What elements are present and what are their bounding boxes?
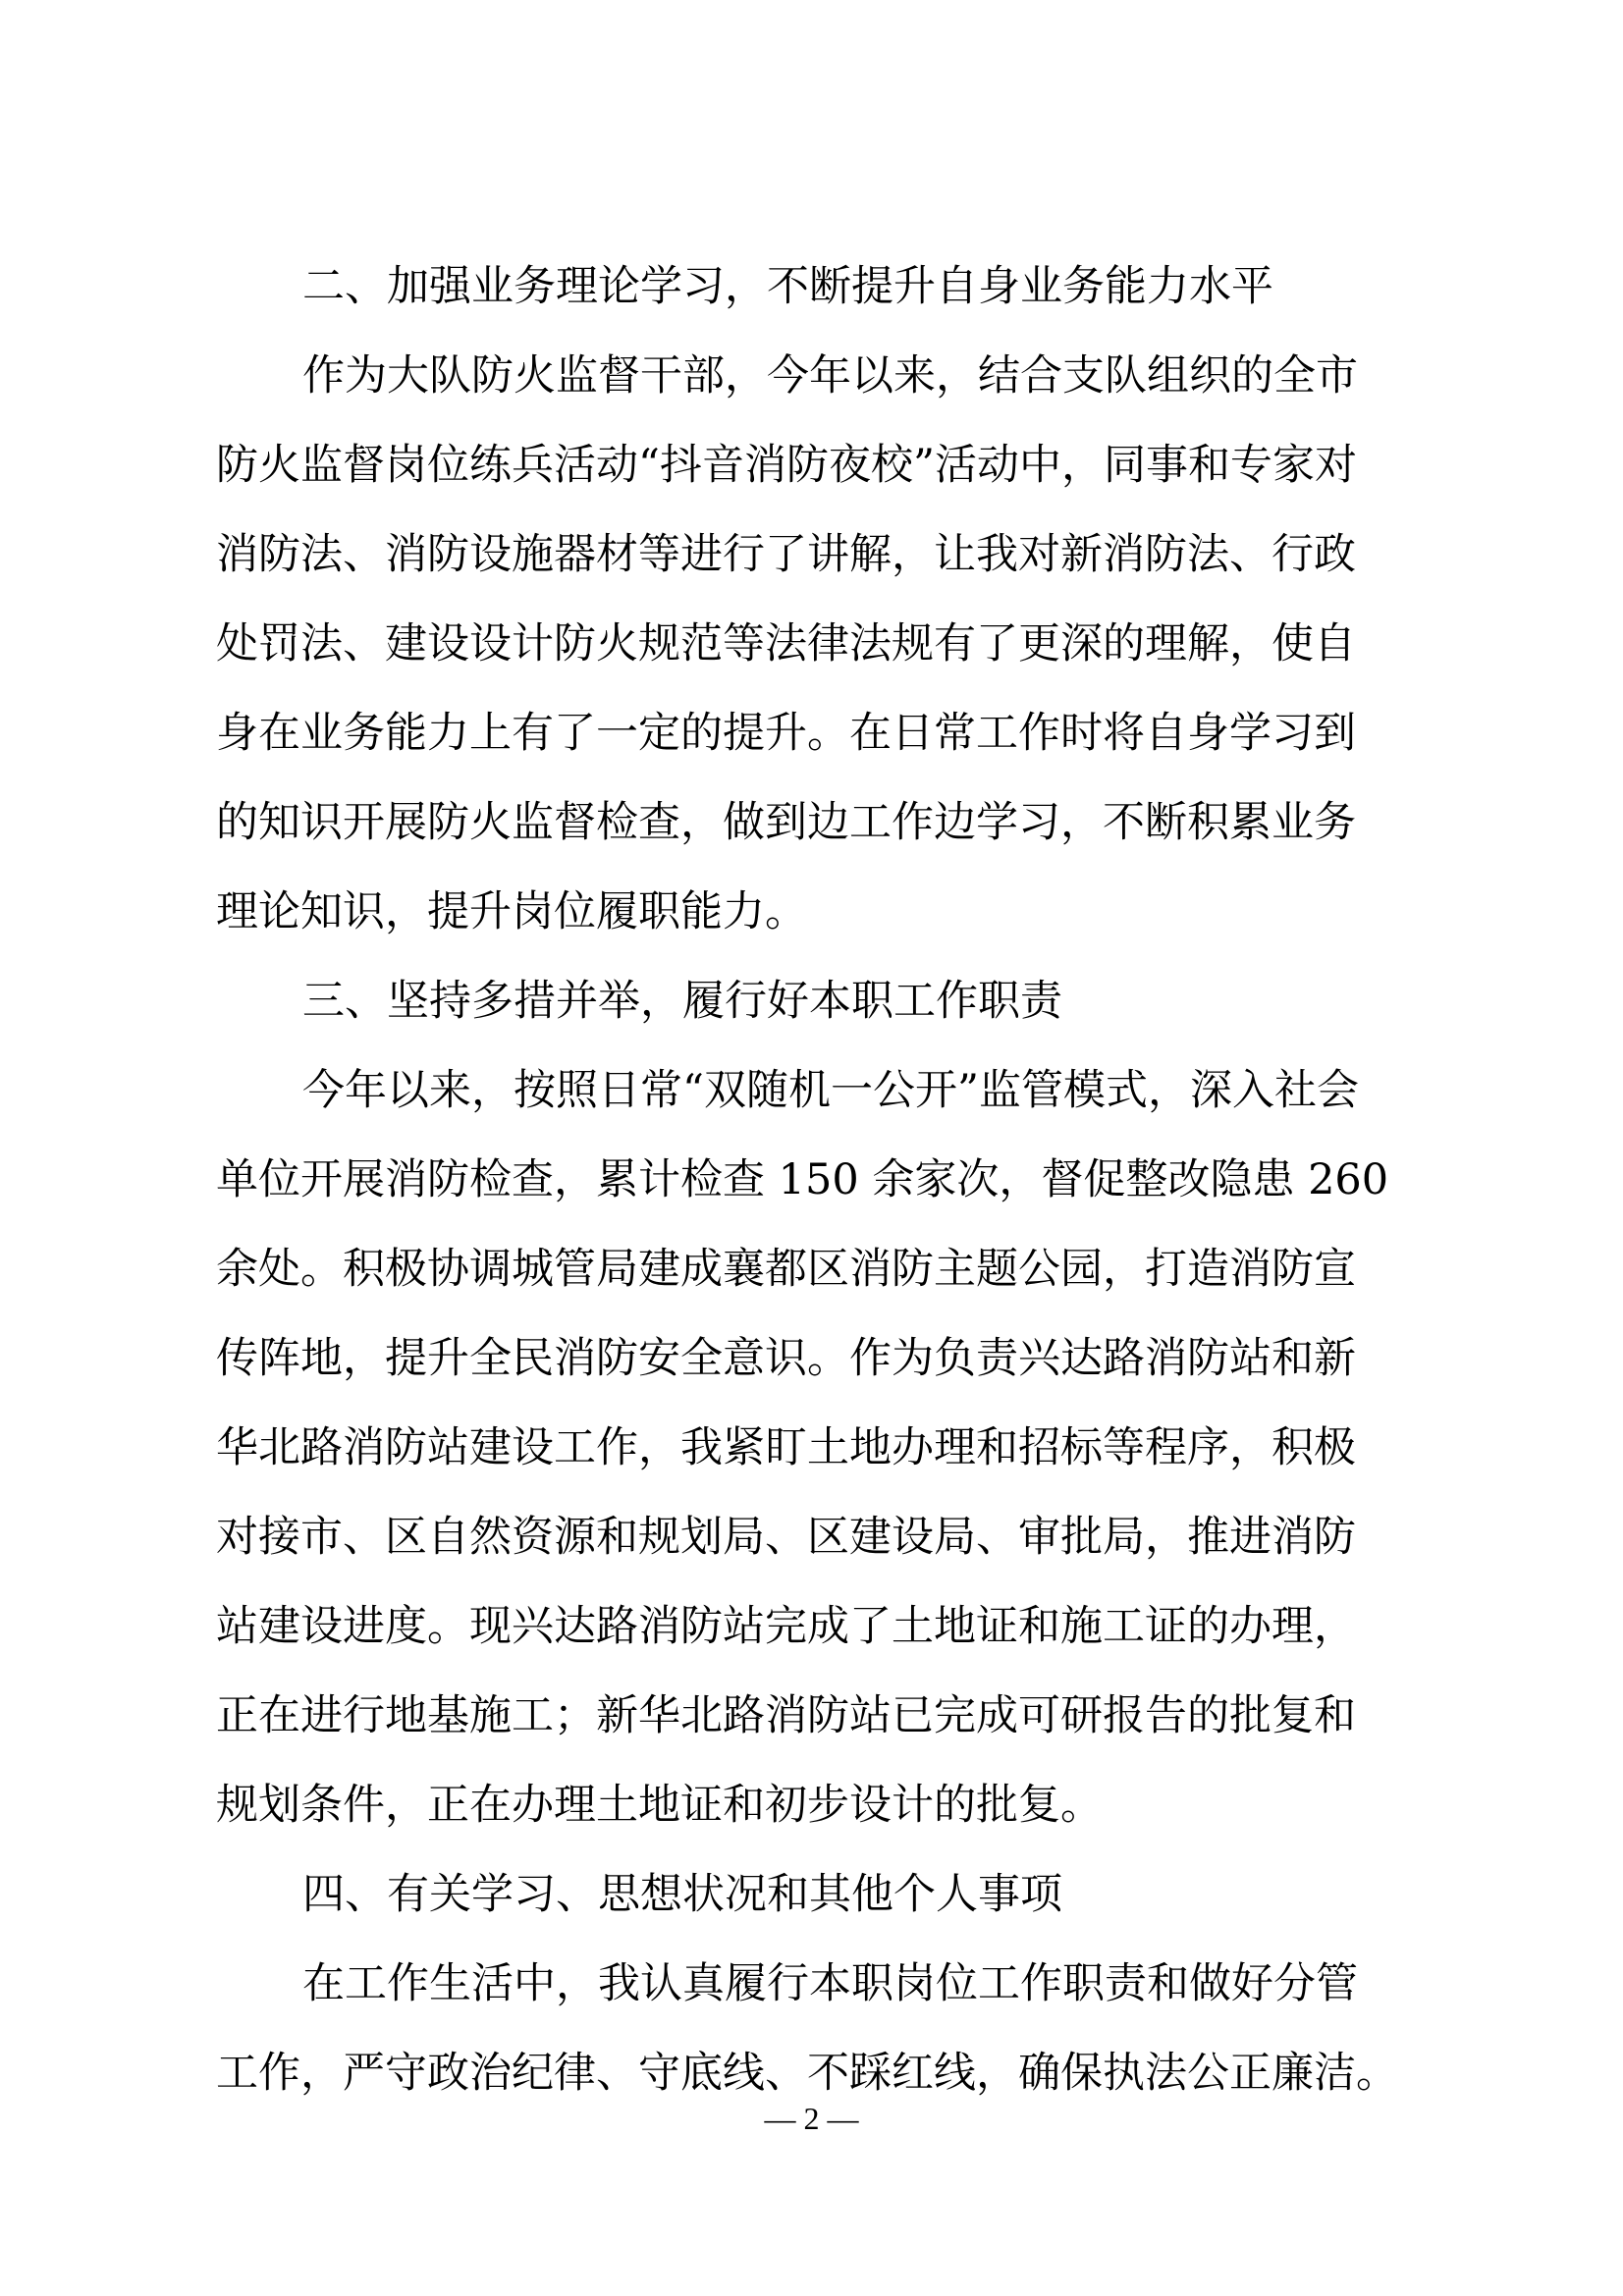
page-number: — 2 — bbox=[764, 2101, 859, 2136]
paragraph-line: 身在业务能力上有了一定的提升。在日常工作时将自身学习到 bbox=[216, 709, 1356, 758]
paragraph-line: 传阵地，提升全民消防安全意识。作为负责兴达路消防站和新 bbox=[216, 1334, 1356, 1383]
paragraph-line: 单位开展消防检查，累计检查 150 余家次，督促整改隐患 260 bbox=[216, 1155, 1389, 1204]
paragraph-line: 防火监督岗位练兵活动“抖音消防夜校”活动中，同事和专家对 bbox=[216, 441, 1357, 490]
paragraph-line: 处罚法、建设设计防火规范等法律法规有了更深的理解，使自 bbox=[216, 619, 1356, 668]
paragraph-line: 在工作生活中，我认真履行本职岗位工作职责和做好分管 bbox=[302, 1959, 1358, 2008]
paragraph-line: 规划条件，正在办理土地证和初步设计的批复。 bbox=[216, 1781, 1103, 1830]
paragraph-line: 正在进行地基施工；新华北路消防站已完成可研报告的批复和 bbox=[216, 1691, 1356, 1740]
paragraph-line: 华北路消防站建设工作，我紧盯土地办理和招标等程序，积极 bbox=[216, 1423, 1356, 1472]
paragraph-line: 今年以来，按照日常“双随机一公开”监管模式，深入社会 bbox=[302, 1066, 1359, 1115]
paragraph-line: 的知识开展防火监督检查，做到边工作边学习，不断积累业务 bbox=[216, 798, 1356, 847]
paragraph-line: 余处。积极协调城管局建成襄都区消防主题公园，打造消防宣 bbox=[216, 1245, 1356, 1294]
paragraph-line: 对接市、区自然资源和规划局、区建设局、审批局，推进消防 bbox=[216, 1513, 1356, 1562]
paragraph-line: 工作，严守政治纪律、守底线、不踩红线，确保执法公正廉洁。 bbox=[216, 2049, 1398, 2098]
section-heading-4: 四、有关学习、思想状况和其他个人事项 bbox=[302, 1870, 1062, 1919]
paragraph-line: 作为大队防火监督干部，今年以来，结合支队组织的全市 bbox=[302, 351, 1358, 400]
paragraph-line: 消防法、消防设施器材等进行了讲解，让我对新消防法、行政 bbox=[216, 530, 1356, 579]
section-heading-2: 二、加强业务理论学习，不断提升自身业务能力水平 bbox=[302, 262, 1273, 311]
section-heading-3: 三、坚持多措并举，履行好本职工作职责 bbox=[302, 977, 1062, 1026]
paragraph-line: 理论知识，提升岗位履职能力。 bbox=[216, 887, 807, 936]
paragraph-line: 站建设进度。现兴达路消防站完成了土地证和施工证的办理， bbox=[216, 1602, 1356, 1651]
